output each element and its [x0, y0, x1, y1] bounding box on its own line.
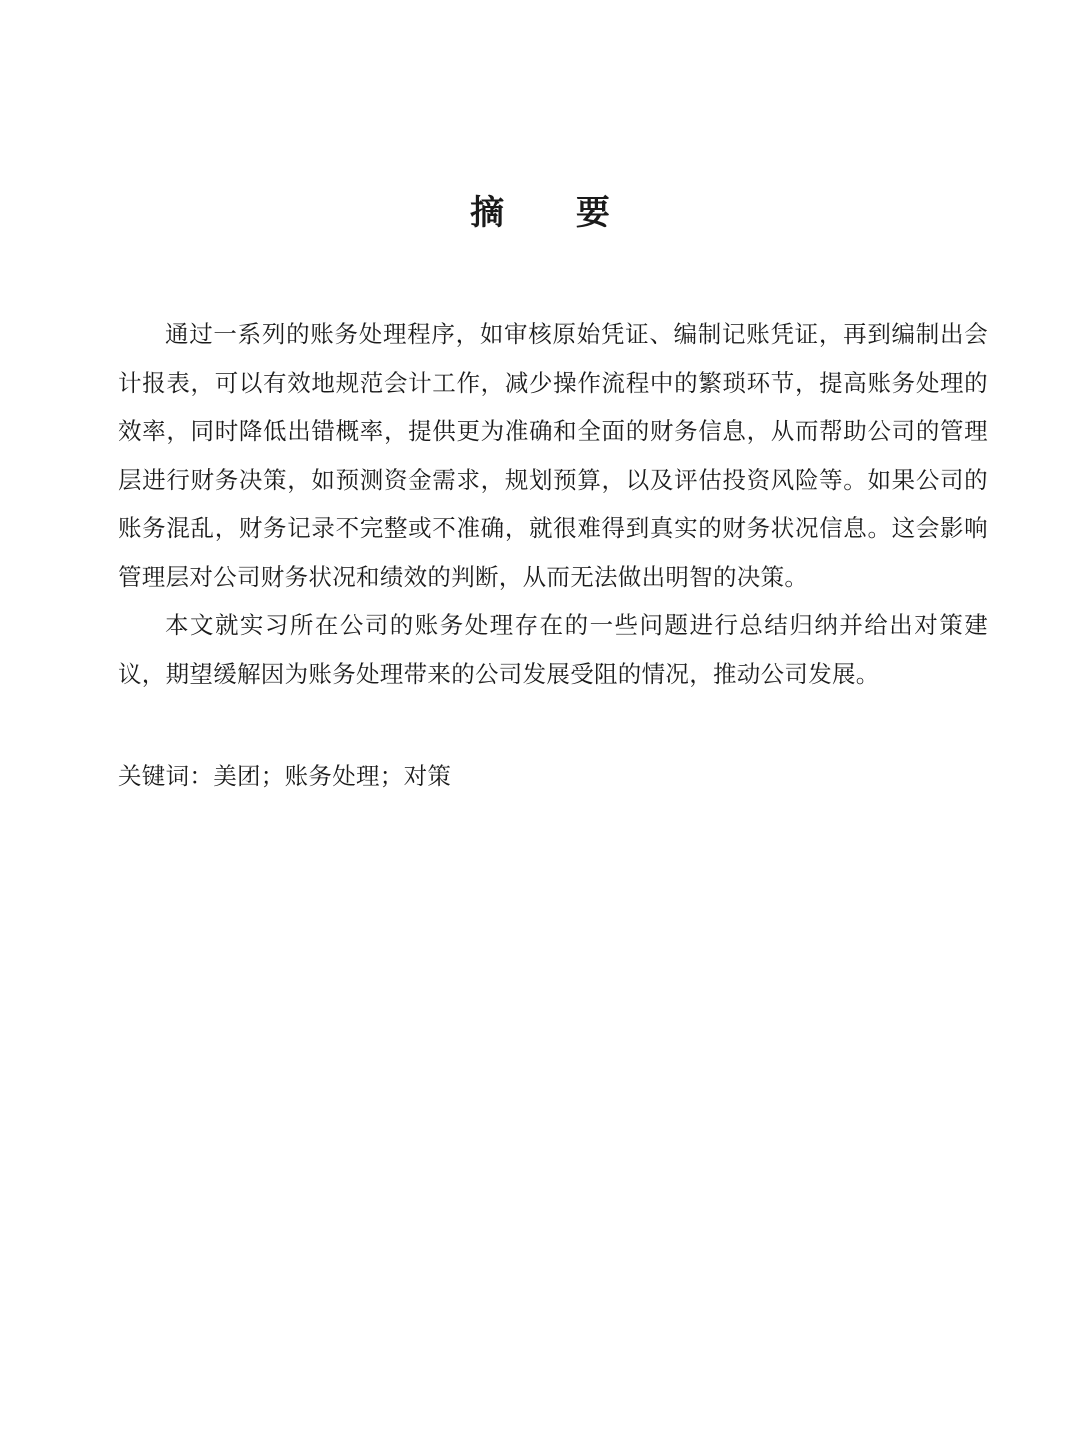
abstract-paragraph-1: 通过一系列的账务处理程序，如审核原始凭证、编制记账凭证，再到编制出会计报表，可以有效地规范会计工作，减少操作流程中的繁琐环节，提高账务处理的效率，同时降低出错概率，提供更为准确和全面的财务信息，从而帮助公司的管理层进行财务决策，如预测资金需求，规划预算，以及评估投资风险等。如果公司的账务混乱，财务记录不完整或不准确，就很难得到真实的财务状况信息。这会影响管理层对公司财务状况和绩效的判断，从而无法做出明智的决策。 — [118, 320, 988, 591]
keywords-line — [118, 752, 988, 800]
abstract-body — [118, 310, 988, 698]
abstract-paragraph-2: 本文就实习所在公司的账务处理存在的一些问题进行总结归纳并给出对策建议，期望缓解因为账务处理带来的公司发展受阻的情况，推动公司发展。 — [118, 611, 988, 688]
keywords-label: 关键词： — [118, 762, 214, 790]
abstract-title: 摘 要 — [470, 193, 640, 233]
keywords-values: 美团；账务处理；对策 — [213, 762, 452, 790]
